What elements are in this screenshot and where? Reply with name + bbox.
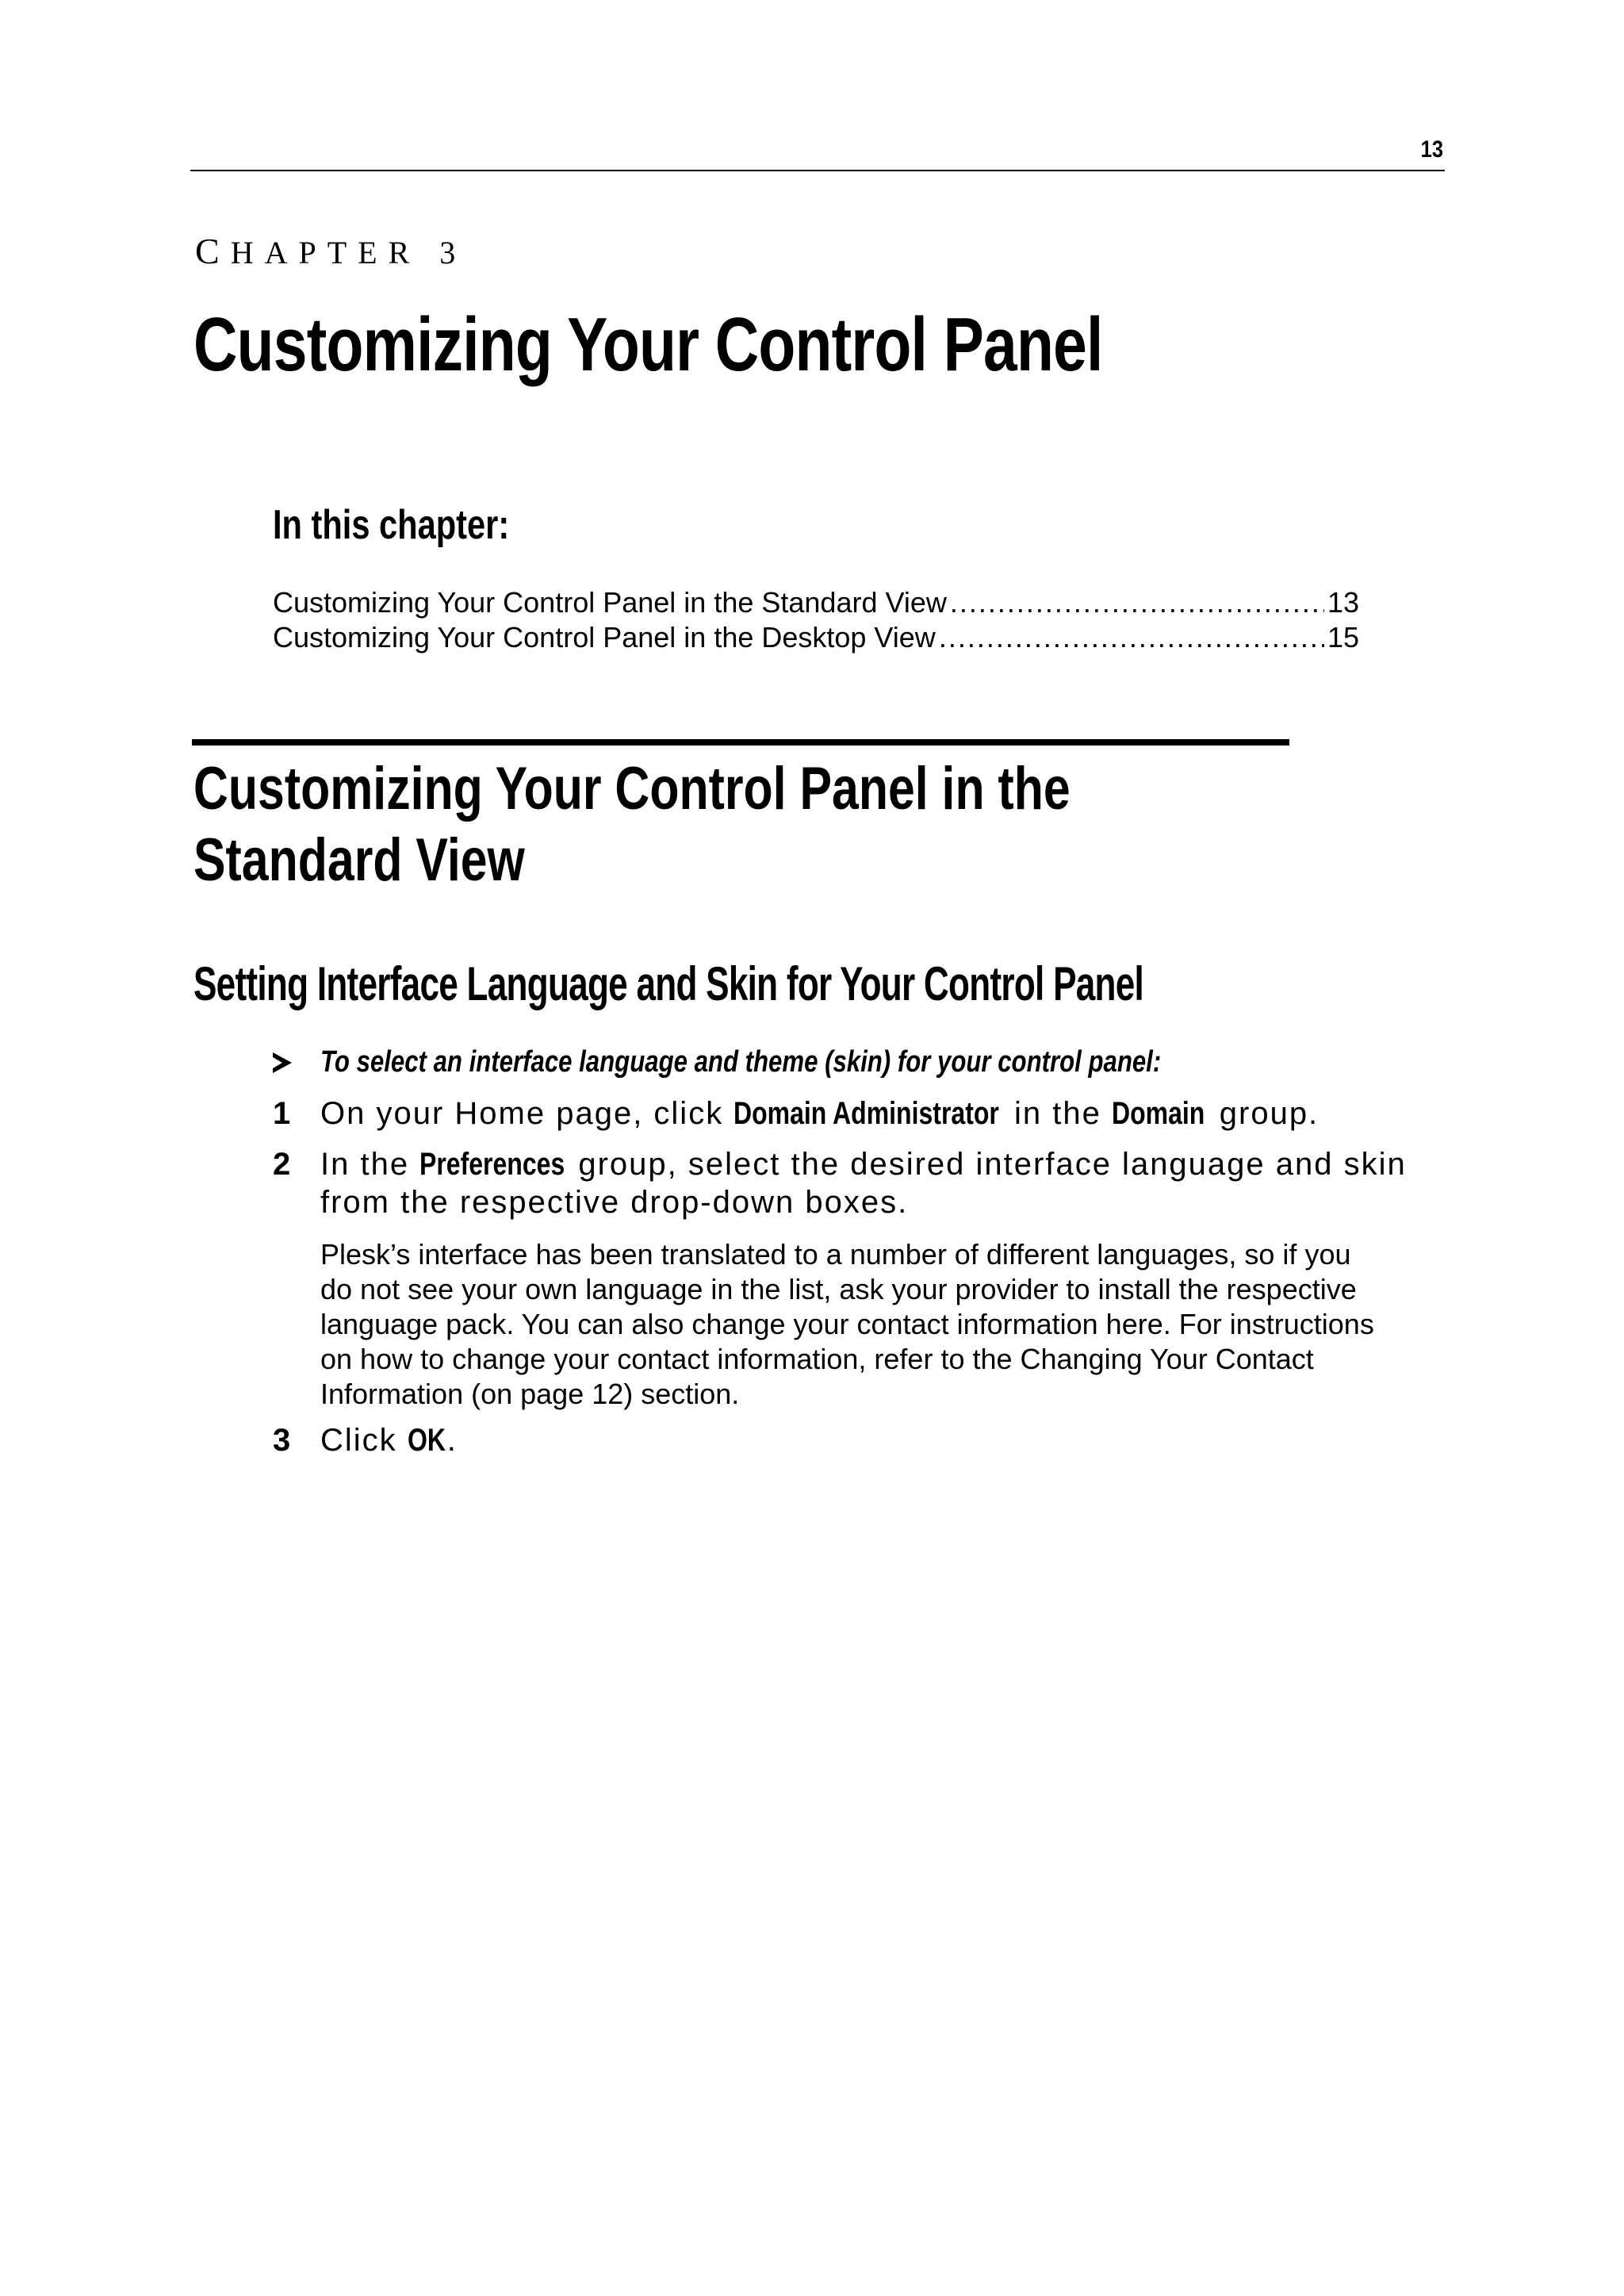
section-rule xyxy=(192,739,1289,746)
procedure-intro xyxy=(273,1045,1346,1079)
header-rule xyxy=(190,170,1445,171)
ui-term: Preferences xyxy=(419,1147,565,1182)
step-text: On your Home page, click xyxy=(320,1096,734,1131)
step-text: group, select the desired interface language and skin xyxy=(568,1147,1407,1182)
chapter-title: Customizing Your Control Panel xyxy=(193,302,1103,387)
toc-entry-page: 15 xyxy=(1327,621,1359,654)
page-number: 13 xyxy=(1420,136,1443,163)
chapter-label-initial: C xyxy=(195,231,231,271)
note-line: language pack. You can also change your contact information here. For instructions xyxy=(320,1308,1374,1340)
note-line: on how to change your contact information, refer to the Changing Your Contact xyxy=(320,1343,1314,1375)
chapter-number: 3 xyxy=(439,235,467,270)
step-note xyxy=(320,1237,1446,1412)
subsection-title: Setting Interface Language and Skin for Your Control Panel xyxy=(193,957,1144,1010)
step-text: Click xyxy=(320,1423,408,1458)
toc-entry[interactable] xyxy=(273,620,1359,655)
toc-heading: In this chapter: xyxy=(273,502,510,548)
procedure-intro-text: To select an interface language and theme (skin) for your control panel: xyxy=(320,1045,1162,1079)
note-line: do not see your own language in the list, ask your provider to install the respective xyxy=(320,1273,1357,1305)
step-text: . xyxy=(446,1423,458,1458)
section-title-line: Customizing Your Control Panel in the xyxy=(193,755,1071,822)
step-number: 3 xyxy=(273,1423,291,1458)
step-text: in the xyxy=(1003,1096,1112,1131)
toc-list xyxy=(273,585,1359,655)
ui-term: OK xyxy=(407,1423,446,1458)
toc-leader xyxy=(950,585,1324,620)
chapter-label-rest: HAPTER xyxy=(230,235,421,270)
note-line: Plesk’s interface has been translated to a number of different languages, so if you xyxy=(320,1238,1351,1271)
step-text: In the xyxy=(320,1147,420,1182)
note-line: Information (on page 12) section. xyxy=(320,1378,740,1410)
step-item xyxy=(273,1145,1407,1221)
section-title-line: Standard View xyxy=(193,826,525,894)
step-item xyxy=(273,1421,458,1459)
toc-entry-title: Customizing Your Control Panel in the Desktop View xyxy=(273,621,936,654)
arrow-bullet-icon xyxy=(273,1052,292,1073)
step-item xyxy=(273,1094,1319,1133)
step-text: from the respective drop-down boxes. xyxy=(320,1185,909,1220)
ui-term: Domain xyxy=(1111,1096,1205,1131)
section-title xyxy=(193,753,1071,896)
ui-term: Domain Administrator xyxy=(733,1096,1000,1131)
toc-entry-title: Customizing Your Control Panel in the Standard View xyxy=(273,586,947,619)
toc-entry[interactable] xyxy=(273,585,1359,620)
step-text: group. xyxy=(1208,1096,1320,1131)
step-number: 1 xyxy=(273,1096,291,1131)
step-number: 2 xyxy=(273,1147,291,1182)
toc-entry-page: 13 xyxy=(1327,586,1359,619)
chapter-label xyxy=(195,230,466,272)
toc-leader xyxy=(939,620,1324,655)
